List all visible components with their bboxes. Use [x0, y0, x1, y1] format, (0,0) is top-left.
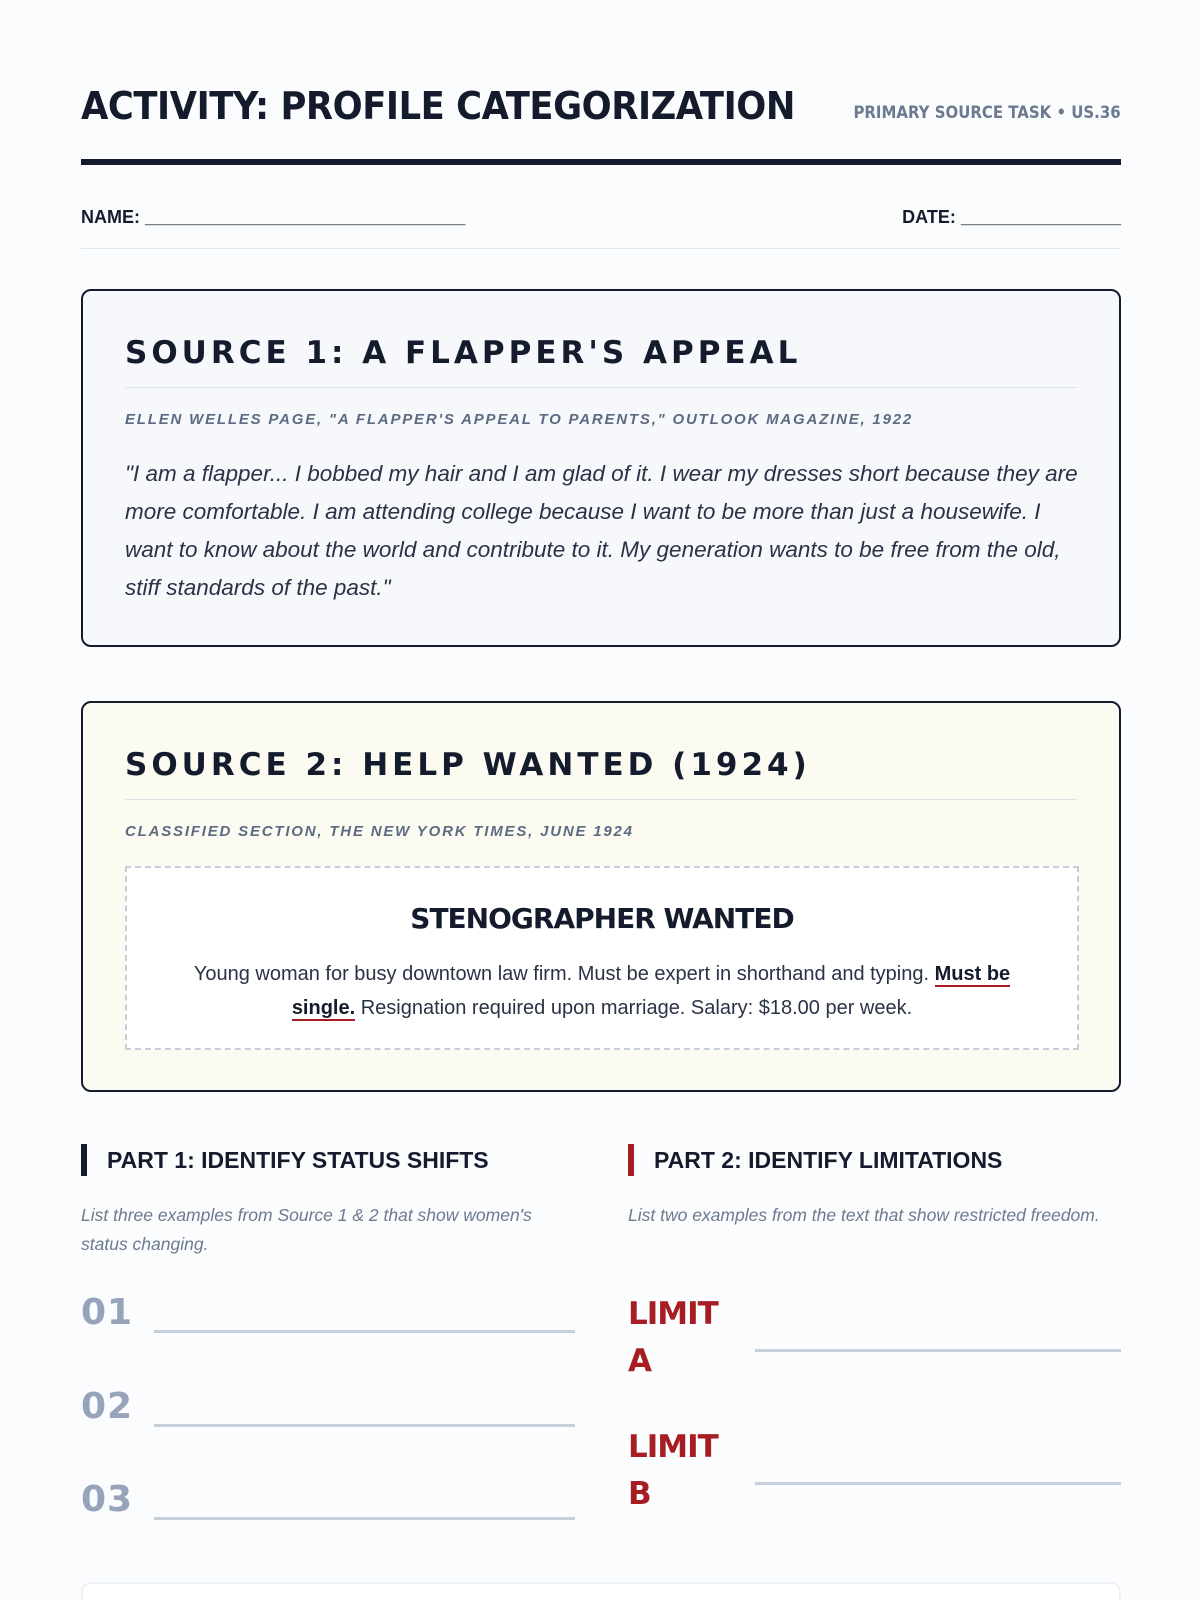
status-shift-answer-3	[81, 1479, 575, 1529]
part-1-accent-bar	[81, 1144, 87, 1176]
part-1-section	[81, 1143, 575, 1259]
source-1-quote: "I am a flapper... I bobbed my hair and I am glad of it. I wear my dresses short because they are more comfortable. I am attending college because I want to be more than just a housewife. I want to know about the world and contribute to it. My generation wants to be free from the old, stiff standards of the past."	[125, 461, 1078, 600]
student-info-row	[81, 207, 1121, 249]
limit-label: LIMIT A	[628, 1296, 718, 1379]
ad-emphasis: Must be single.	[291, 963, 1011, 1019]
status-shift-answer-2	[81, 1386, 575, 1436]
source-1-citation: ELLEN WELLES PAGE, "A FLAPPER'S APPEAL TO PARENTS," OUTLOOK MAGAZINE, 1922	[125, 411, 914, 428]
part-2-heading	[628, 1143, 1121, 1177]
date-field[interactable]: DATE: ________________	[902, 207, 1121, 227]
classified-ad	[125, 866, 1079, 1050]
source-1-card	[81, 289, 1121, 647]
status-shift-answer-1	[81, 1292, 575, 1342]
part-2-instructions: List two examples from the text that show restricted freedom.	[628, 1205, 1100, 1225]
part-2-heading-text: PART 2: IDENTIFY LIMITATIONS	[654, 1147, 1003, 1173]
source-1-title: SOURCE 1: A FLAPPER'S APPEAL	[125, 335, 1077, 388]
ad-body	[161, 957, 1043, 1025]
part-2-accent-bar	[628, 1144, 634, 1176]
answer-line[interactable]	[755, 1482, 1121, 1485]
answer-line[interactable]	[755, 1349, 1121, 1352]
part-1-heading	[81, 1143, 575, 1177]
limitation-answer-a	[628, 1291, 1121, 1391]
answer-number: 03	[81, 1479, 134, 1520]
name-field[interactable]: NAME: ________________________________	[81, 207, 466, 227]
ad-title: STENOGRAPHER WANTED	[410, 902, 794, 935]
next-section-card	[81, 1582, 1121, 1600]
answer-number: 02	[81, 1386, 134, 1427]
source-2-citation: CLASSIFIED SECTION, THE NEW YORK TIMES, JUNE 1924	[125, 823, 634, 840]
title-divider	[81, 159, 1121, 165]
ad-text-before: Young woman for busy downtown law firm. Must be expert in shorthand and typing.	[193, 963, 935, 985]
limitation-answer-b	[628, 1424, 1121, 1524]
page-title: ACTIVITY: PROFILE CATEGORIZATION	[81, 84, 795, 128]
answer-number: 01	[81, 1292, 134, 1333]
part-1-instructions: List three examples from Source 1 & 2 that show women's status changing.	[81, 1205, 532, 1254]
worksheet-page	[81, 0, 1121, 168]
source-2-card	[81, 701, 1121, 1092]
worksheet-header	[81, 0, 1121, 168]
answer-line[interactable]	[154, 1330, 575, 1333]
part-2-section	[628, 1143, 1121, 1230]
answer-line[interactable]	[154, 1424, 575, 1427]
source-2-title: SOURCE 2: HELP WANTED (1924)	[125, 747, 1077, 800]
answer-line[interactable]	[154, 1517, 575, 1520]
limit-label: LIMIT B	[628, 1429, 718, 1512]
task-id: PRIMARY SOURCE TASK • US.36	[853, 103, 1121, 123]
ad-text-after: Resignation required upon marriage. Salary: $18.00 per week.	[355, 997, 913, 1019]
part-1-heading-text: PART 1: IDENTIFY STATUS SHIFTS	[107, 1147, 489, 1173]
